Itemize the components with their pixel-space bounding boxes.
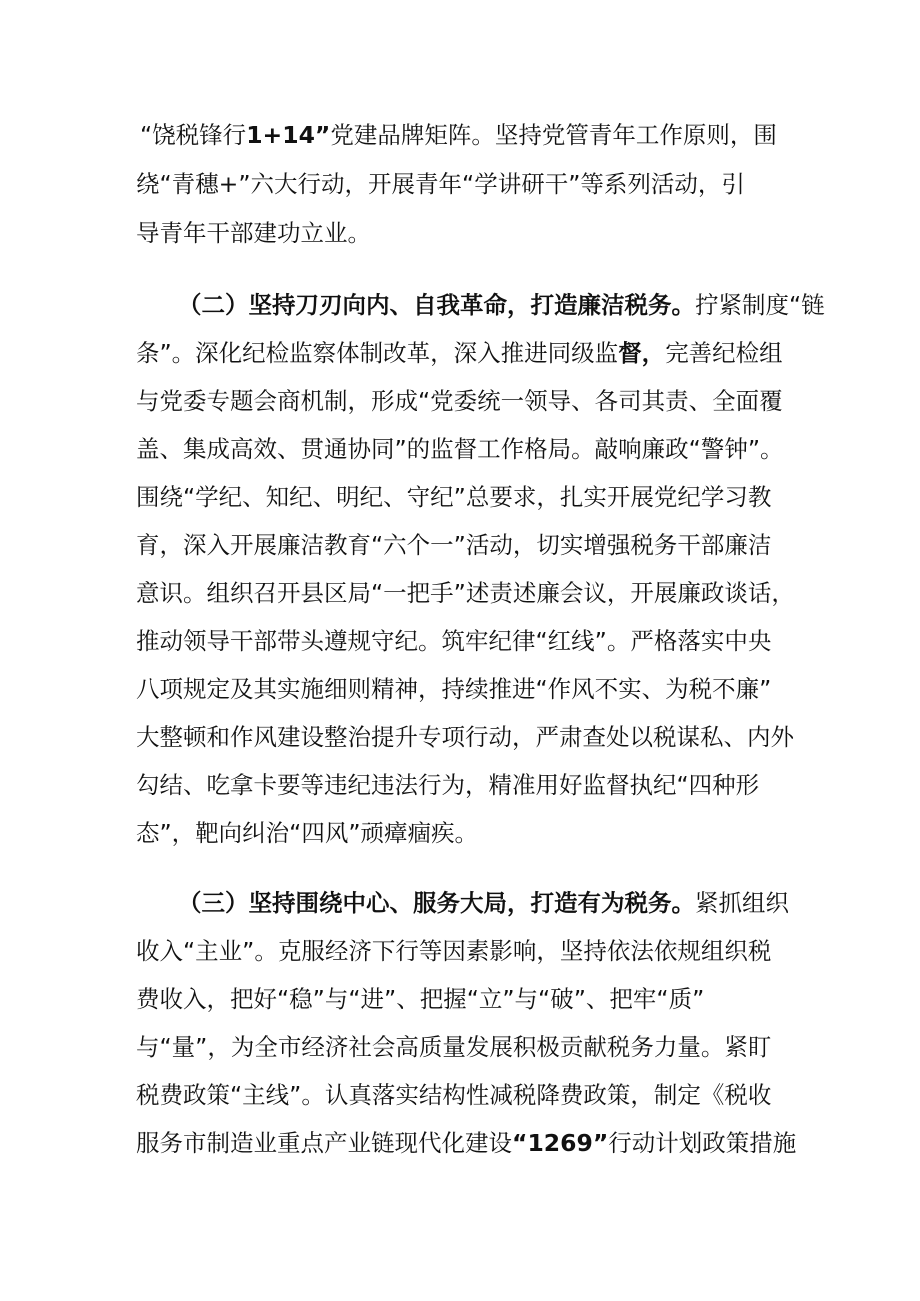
- text-run-bold: “1269”: [512, 1129, 609, 1157]
- paragraph-3-line-1: [178, 888, 858, 918]
- text-run: 条”。深化纪检监察体制改革，深入推进同级监: [136, 339, 619, 367]
- paragraph-2-line-7: [136, 578, 816, 608]
- text-run: 大整顿和作风建设整治提升专项行动，严肃查处以税谋私、内外: [136, 723, 794, 751]
- section-heading: （二）坚持刀刃向内、自我革命，打造廉洁税务。: [178, 291, 695, 319]
- paragraph-2-line-2: [136, 338, 816, 368]
- text-run: 绕“青穗+”六大行动，开展青年“学讲研干”等系列活动，引: [136, 170, 745, 198]
- paragraph-2-line-8: [136, 626, 816, 656]
- paragraph-3-line-3: [136, 984, 816, 1014]
- text-run: 完善纪检组: [665, 339, 783, 367]
- paragraph-3-line-2: [136, 936, 816, 966]
- text-run: 拧紧制度“链: [695, 291, 825, 319]
- paragraph-1-line-2: [136, 169, 816, 199]
- paragraph-2-line-5: [136, 482, 816, 512]
- paragraph-2-line-11: [136, 770, 816, 800]
- text-run: 行动计划政策措施: [608, 1129, 797, 1157]
- text-run: 与“量”，为全市经济社会高质量发展积极贡献税务力量。紧盯: [136, 1033, 772, 1061]
- text-run-bold: 督，: [618, 339, 666, 367]
- paragraph-1-line-1: [140, 120, 820, 150]
- text-run: 育，深入开展廉洁教育“六个一”活动，切实增强税务干部廉洁: [136, 531, 772, 559]
- text-run: 导青年干部建功立业。: [136, 219, 371, 247]
- text-run: 与党委专题会商机制，形成“党委统一领导、各司其责、全面覆: [136, 387, 783, 415]
- text-run: 费收入，把好“稳”与“进”、把握“立”与“破”、把牢“质”: [136, 985, 705, 1013]
- text-run: 收入“主业”。克服经济下行等因素影响，坚持依法依规组织税: [136, 937, 772, 965]
- text-run: 推动领导干部带头遵规守纪。筑牢纪律“红线”。严格落实中央: [136, 627, 772, 655]
- paragraph-3-line-4: [136, 1032, 816, 1062]
- paragraph-2-line-12: [136, 818, 816, 848]
- paragraph-2-line-9: [136, 674, 816, 704]
- text-run: 党建品牌矩阵。坚持党管青年工作原则，围: [330, 121, 777, 149]
- text-run-bold: 1+14”: [246, 121, 331, 149]
- text-run: 盖、集成高效、贯通协同”的监督工作格局。敲响廉政“警钟”。: [136, 435, 784, 463]
- paragraph-3-line-5: [136, 1080, 816, 1110]
- text-run: 态”，靶向纠治“四风”顽瘴痼疾。: [136, 819, 479, 847]
- paragraph-1-line-3: [136, 218, 816, 248]
- paragraph-2-line-10: [136, 722, 816, 752]
- paragraph-2-line-1: [178, 290, 858, 320]
- text-run: 围绕“学纪、知纪、明纪、守纪”总要求，扎实开展党纪学习教: [136, 483, 772, 511]
- paragraph-2-line-4: [136, 434, 816, 464]
- text-run: 税费政策“主线”。认真落实结构性减税降费政策，制定《税收: [136, 1081, 772, 1109]
- text-run: 服务市制造业重点产业链现代化建设: [136, 1129, 512, 1157]
- text-run: 紧抓组织: [695, 889, 789, 917]
- paragraph-3-line-6: [136, 1128, 816, 1158]
- text-run: “饶税锋行: [140, 121, 247, 149]
- text-run: 意识。组织召开县区局“一把手”述责述廉会议，开展廉政谈话，: [136, 579, 795, 607]
- section-heading: （三）坚持围绕中心、服务大局，打造有为税务。: [178, 889, 695, 917]
- text-run: 勾结、吃拿卡要等违纪违法行为，精准用好监督执纪“四种形: [136, 771, 760, 799]
- paragraph-2-line-6: [136, 530, 816, 560]
- paragraph-2-line-3: [136, 386, 816, 416]
- text-run: 八项规定及其实施细则精神，持续推进“作风不实、为税不廉”: [136, 675, 772, 703]
